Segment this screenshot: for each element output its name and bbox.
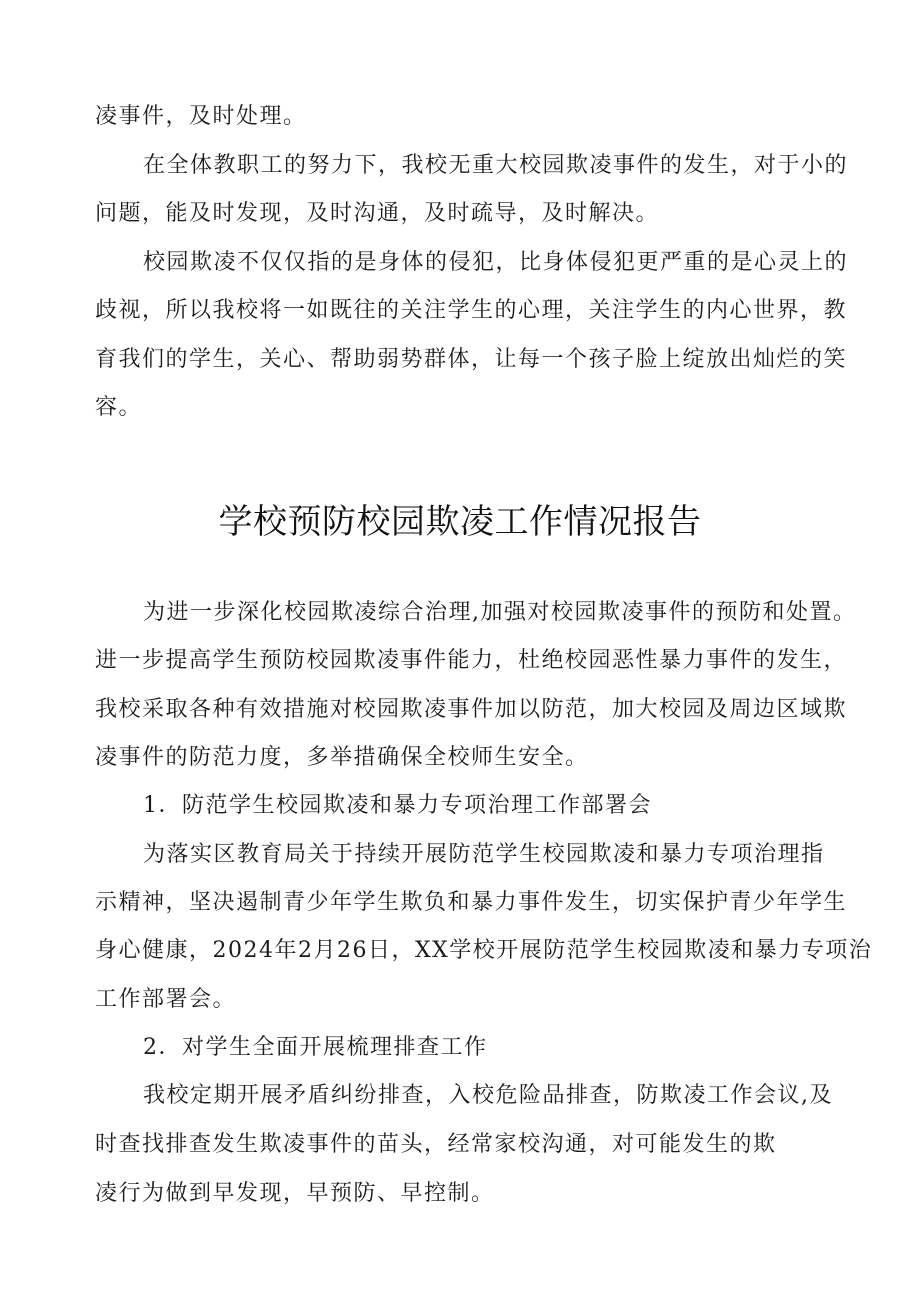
section-2-paragraph-line-1: 我校定期开展矛盾纠纷排查，入校危险品排查，防欺凌工作会议,及 [143,1083,833,1108]
intro-paragraph-1-line: 凌事件，及时处理。 [95,104,307,129]
section-1-paragraph-line-2: 示精神，坚决遏制青少年学生欺负和暴力事件发生，切实保护青少年学生 [95,890,848,915]
report-title: 学校预防校园欺凌工作情况报告 [218,502,702,542]
intro-paragraph-3-line-4: 容。 [95,395,143,420]
section-heading-1: 1．防范学生校园欺凌和暴力专项治理工作部署会 [143,793,652,818]
section-1-paragraph-line-4: 工作部署会。 [95,987,237,1012]
intro-paragraph-3-line-3: 育我们的学生，关心、帮助弱势群体，让每一个孩子脸上绽放出灿烂的笑 [95,347,848,372]
section-1-paragraph-line-3: 身心健康，2024年2月26日，XX学校开展防范学生校园欺凌和暴力专项治 [95,938,873,963]
report-paragraph-1-line-3: 我校采取各种有效措施对校园欺凌事件加以防范，加大校园及周边区域欺 [95,697,848,722]
intro-paragraph-3-line-2: 歧视，所以我校将一如既往的关注学生的心理，关注学生的内心世界，教 [95,298,848,323]
intro-paragraph-3-line-1: 校园欺凌不仅仅指的是身体的侵犯，比身体侵犯更严重的是心灵上的 [143,250,849,275]
section-heading-2: 2．对学生全面开展梳理排查工作 [143,1035,488,1060]
report-paragraph-1-line-4: 凌事件的防范力度，多举措确保全校师生安全。 [95,745,589,770]
intro-paragraph-2-line-1: 在全体教职工的努力下，我校无重大校园欺凌事件的发生，对于小的 [143,153,849,178]
report-paragraph-1-line-2: 进一步提高学生预防校园欺凌事件能力，杜绝校园恶性暴力事件的发生， [95,648,848,673]
report-paragraph-1-line-1: 为进一步深化校园欺凌综合治理,加强对校园欺凌事件的预防和处置。 [143,600,857,625]
intro-paragraph-2-line-2: 问题，能及时发现，及时沟通，及时疏导，及时解决。 [95,201,660,226]
section-2-paragraph-line-2: 时查找排查发生欺凌事件的苗头，经常家校沟通，对可能发生的欺 [95,1132,777,1157]
section-2-paragraph-line-3: 凌行为做到早发现，早预防、早控制。 [95,1181,495,1206]
section-1-paragraph-line-1: 为落实区教育局关于持续开展防范学生校园欺凌和暴力专项治理指 [143,842,825,867]
